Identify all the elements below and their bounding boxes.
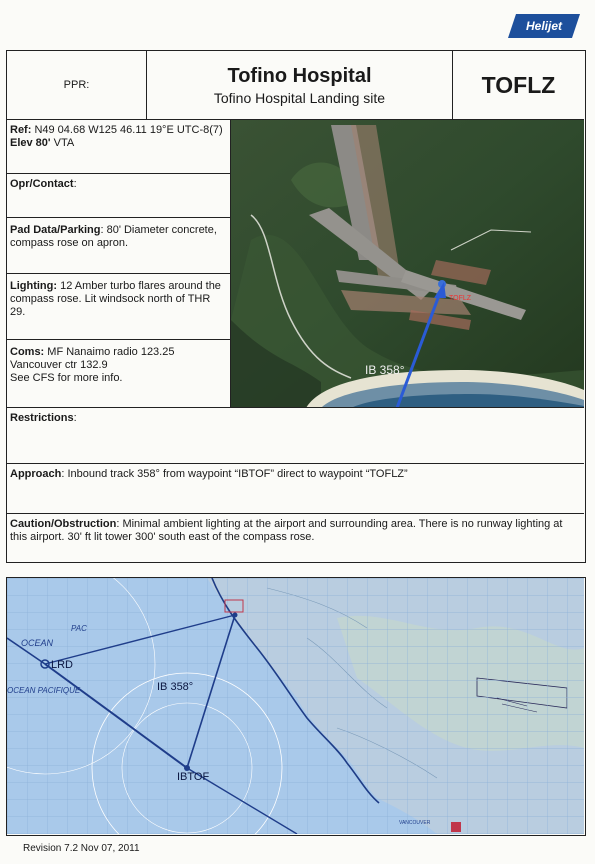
chart-ocean-fr-label: OCEAN PACIFIQUE [7, 686, 81, 695]
waypoint-lrd-label: LRD [51, 659, 74, 671]
ref-label: Ref: [10, 124, 32, 136]
opr-text: : [73, 178, 77, 190]
chart-ocean-label: OCEAN [21, 638, 54, 648]
lighting-row [7, 274, 231, 340]
coms-label: Coms: [10, 346, 45, 358]
lighting-label: Lighting: [10, 280, 58, 292]
ref-tail: VTA [50, 137, 75, 149]
caution-label: Caution/Obstruction [10, 518, 117, 530]
ppr-sheet [6, 50, 586, 563]
revision-footer: Revision 7.2 Nov 07, 2011 [23, 843, 140, 854]
coms-line2: Vancouver ctr 132.9 [10, 359, 108, 371]
restrictions-row [7, 408, 584, 464]
chart-pac-label: PAC [71, 624, 87, 633]
site-subtitle: Tofino Hospital Landing site [213, 90, 386, 106]
ref-text: N49 04.68 W125 46.11 19°E UTC-8(7) [31, 124, 223, 136]
coms-line3: See CFS for more info. [10, 372, 123, 384]
pad-label: Pad Data/Parking [10, 224, 101, 236]
site-code: TOFLZ [453, 51, 584, 120]
opr-row [7, 174, 231, 218]
waypoint-ibtof-label: IBTOF [177, 771, 210, 783]
restrictions-text: : [73, 412, 77, 424]
chart-vancouver-label: VANCOUVER [399, 820, 431, 826]
photo-track-label: IB 358° [365, 363, 405, 377]
logo-text: Helijet [525, 19, 562, 33]
pad-text: : 80' Diameter concrete, compass rose on apron. [10, 224, 217, 249]
opr-label: Opr/Contact [10, 178, 74, 190]
approach-text: : Inbound track 358° from waypoint “IBTOF” direct to waypoint “TOFLZ” [61, 468, 408, 480]
coms-text: MF Nanaimo radio 123.25 [44, 346, 175, 358]
approach-label: Approach [10, 468, 62, 480]
ref-row [7, 120, 231, 174]
lighting-text: 12 Amber turbo flares around the compass rose. Lit windsock north of THR 29. [10, 280, 221, 318]
approach-chart [6, 577, 586, 836]
approach-chart-drawing [7, 578, 584, 834]
approach-row [7, 464, 584, 514]
helijet-logo [508, 14, 580, 38]
pad-row [7, 218, 231, 274]
elev-text: Elev 80' [10, 137, 51, 149]
caution-row [7, 514, 584, 561]
caution-text: : Minimal ambient lighting at the airport and surrounding area. There is no runway lighting at this airport. 30' ft lit tower 300' south east of the compass rose. [10, 518, 563, 543]
coms-row [7, 340, 231, 408]
title-block [147, 51, 453, 120]
svg-text:TOFLZ: TOFLZ [449, 295, 472, 302]
chart-track-label: IB 358° [157, 681, 194, 693]
aerial-photo-drawing [231, 120, 584, 408]
site-title: Tofino Hospital [227, 65, 372, 87]
restrictions-label: Restrictions [10, 412, 74, 424]
aerial-photo [231, 120, 584, 408]
ppr-label: PPR: [7, 51, 147, 120]
